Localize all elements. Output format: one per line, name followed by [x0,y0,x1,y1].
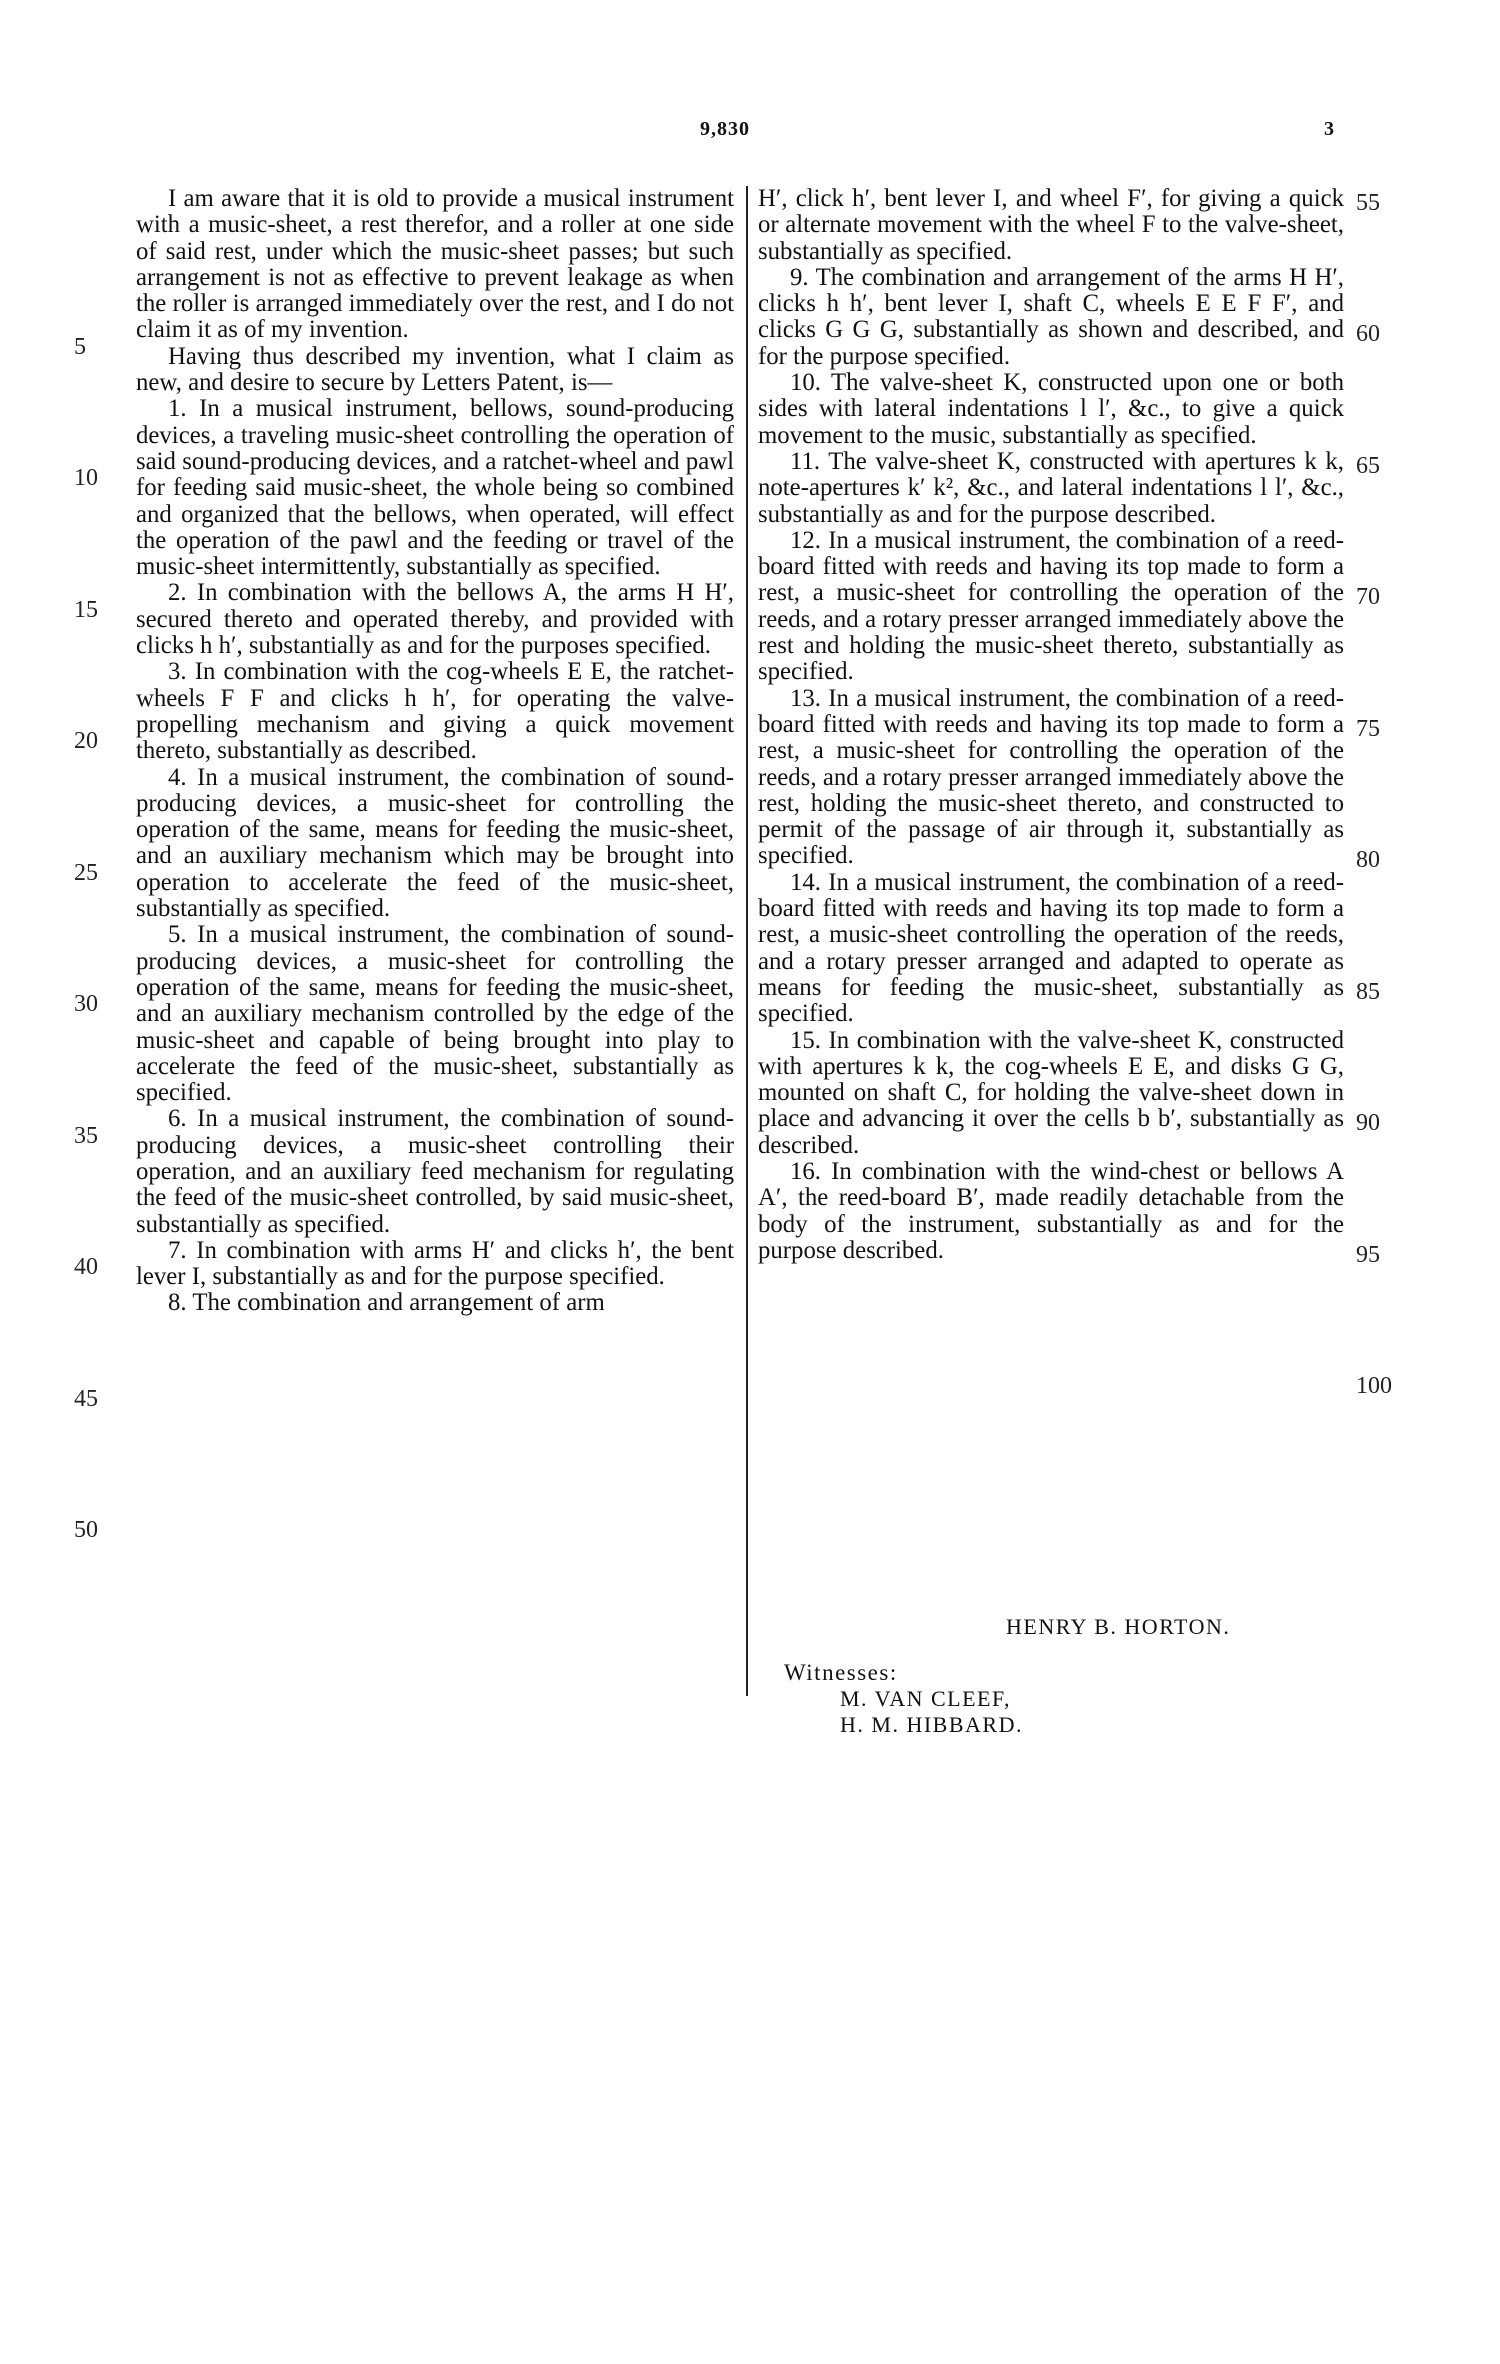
claim-6: 6. In a musical instrument, the combination of sound-producing devices, a music-sheet controlling their operation, and an auxiliary feed mechanism for regulating the feed of the music-sheet controlled, by said music-sheet, substantially as specified. [136,1105,734,1238]
line-number: 80 [1356,847,1380,873]
line-number: 20 [74,728,98,754]
line-number: 85 [1356,979,1380,1005]
claim-8-continued: H′, click h′, bent lever I, and wheel F′, for giving a quick or alternate movement with the wheel F to the valve-sheet, substantially as specified. [758,185,1344,265]
patent-number: 9,830 [700,118,750,140]
line-number: 35 [74,1123,98,1149]
witness-1: M. VAN CLEEF, [840,1686,1011,1711]
claim-8-start: 8. The combination and arrangement of arm [168,1289,605,1317]
claim-3: 3. In combination with the cog-wheels E E, the ratchet-wheels F F and clicks h h′, for operating the valve-propelling mechanism and giving a quick movement thereto, substantially as described. [136,658,734,765]
witness-2: H. M. HIBBARD. [840,1712,1023,1737]
claim-13: 13. In a musical instrument, the combination of a reed-board fitted with reeds and having its top made to form a rest, a music-sheet for controlling the operation of the reeds, and a rotary presser arranged immediately above the rest, holding the music-sheet thereto, and constructed to permit of the passage of air through it, substantially as specified. [758,684,1344,870]
line-number: 95 [1356,1242,1380,1268]
claim-7: 7. In combination with arms H′ and clicks h′, the bent lever I, substantially as and for the purpose specified. [136,1236,734,1291]
line-number: 45 [74,1386,98,1412]
claim-4: 4. In a musical instrument, the combination of sound-producing devices, a music-sheet for controlling the operation of the same, means for feeding the music-sheet, and an auxiliary mechanism which may be brought into operation to accelerate the feed of the music-sheet, substantially as specified. [136,763,734,923]
line-number: 50 [74,1517,98,1543]
claim-9: 9. The combination and arrangement of the arms H H′, clicks h h′, bent lever I, shaft C, wheels E E F F′, and clicks G G G, substantially as shown and described, and for the purpose specified. [758,263,1344,370]
line-number: 65 [1356,453,1380,479]
claim-14: 14. In a musical instrument, the combination of a reed-board fitted with reeds and having its top made to form a rest, a music-sheet controlling the operation of the reeds, and a rotary presser arranged and adapted to operate as means for feeding the music-sheet, substantially as specified. [758,868,1344,1028]
line-number: 60 [1356,321,1380,347]
claim-preamble: Having thus described my invention, what I claim as new, and desire to secure by Letters Patent, is— [136,342,734,397]
line-number: 75 [1356,716,1380,742]
claim-10: 10. The valve-sheet K, constructed upon one or both sides with lateral indentations l l′, &c., to give a quick movement to the music, substantially as specified. [758,369,1344,449]
line-number: 100 [1356,1373,1392,1399]
disclaimer-paragraph: I am aware that it is old to provide a musical instrument with a music-sheet, a rest therefor, and a roller at one side of said rest, under which the music-sheet passes; but such arrangement is not as effective to prevent leakage as when the roller is arranged immediately over the rest, and I do not claim it as of my invention. [136,185,734,344]
line-number: 90 [1356,1110,1380,1136]
claim-12: 12. In a musical instrument, the combination of a reed-board fitted with reeds and having its top made to form a rest, a music-sheet for controlling the operation of the reeds, and a rotary presser arranged immediately above the rest and holding the music-sheet thereto, substantially as specified. [758,526,1344,686]
line-number: 5 [74,334,86,360]
column-divider [746,186,748,1696]
claim-15: 15. In combination with the valve-sheet K, constructed with apertures k k, the cog-wheels E E, and disks G G, mounted on shaft C, for holding the valve-sheet down in place and advancing it over the cells b b′, substantially as described. [758,1026,1344,1159]
line-number: 10 [74,465,98,491]
witnesses-label: Witnesses: [784,1660,898,1685]
claim-11: 11. The valve-sheet K, constructed with apertures k k, note-apertures k′ k², &c., and lateral indentations l l′, &c., substantially as and for the purpose described. [758,447,1344,528]
line-number: 55 [1356,190,1380,216]
claim-1: 1. In a musical instrument, bellows, sound-producing devices, a traveling music-sheet controlling the operation of said sound-producing devices, and a ratchet-wheel and pawl for feeding said music-sheet, the whole being so combined and organized that the bellows, when operated, will effect the operation of the pawl and the feeding or travel of the music-sheet intermittently, substantially as specified. [136,395,734,581]
line-number: 40 [74,1254,98,1280]
claim-16: 16. In combination with the wind-chest or bellows A A′, the reed-board B′, made readily detachable from the body of the instrument, substantially as and for the purpose described. [758,1157,1344,1264]
page-number: 3 [1324,118,1335,140]
line-number: 30 [74,991,98,1017]
inventor-signature: HENRY B. HORTON. [1006,1614,1231,1639]
line-number: 70 [1356,584,1380,610]
claim-2: 2. In combination with the bellows A, the arms H H′, secured thereto and operated thereby, and provided with clicks h h′, substantially as and for the purposes specified. [136,579,734,660]
right-column [758,186,1344,1264]
line-number: 15 [74,597,98,623]
claim-5: 5. In a musical instrument, the combination of sound-producing devices, a music-sheet for controlling the operation of the same, means for feeding the music-sheet, and an auxiliary mechanism controlled by the edge of the music-sheet and capable of being brought into play to accelerate the feed of the music-sheet, substantially as specified. [136,921,734,1107]
left-column [136,186,734,1317]
line-number: 25 [74,860,98,886]
